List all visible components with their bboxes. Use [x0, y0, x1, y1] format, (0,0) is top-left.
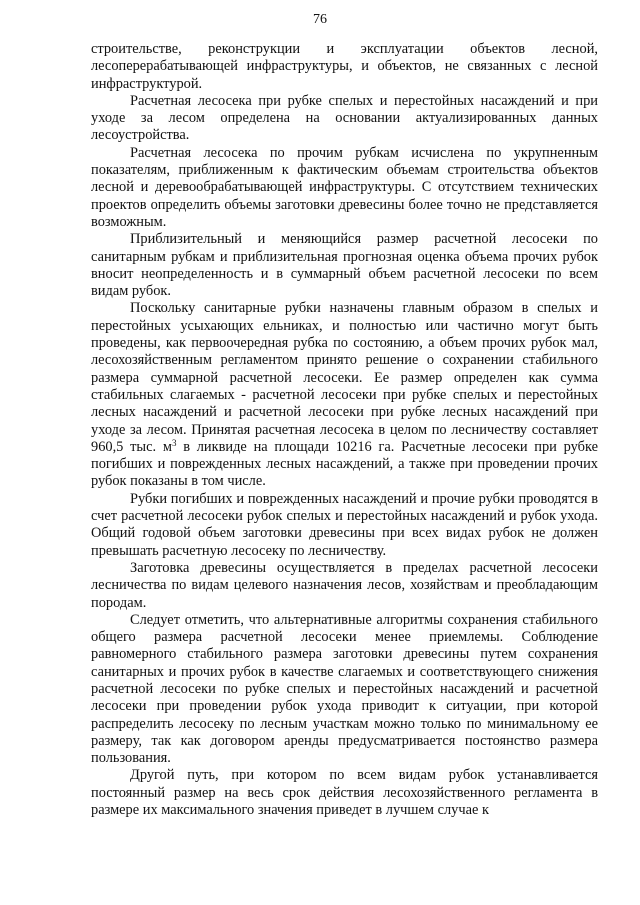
superscript: 3 — [171, 437, 177, 448]
body-text — [91, 41, 598, 819]
paragraph — [91, 300, 598, 490]
paragraph: Следует отметить, что альтернативные алгоритмы сохранения стабильного общего размера расчетной лесосеки менее приемлемы. Соблюдение равномерного стабильного размера заготовки древесины путем сохранения санитарных и прочих рубок в качестве слагаемых и соответствующего снижения расчетной лесосеки по рубке спелых и перестойных насаждений и расчетной лесосеки при проведении рубок ухода приводит к ситуации, при которой распределить лесосеку по лесным участкам можно только по минимальному ее размеру, так как договором аренды предусматривается постоянство размера пользования. — [91, 611, 598, 767]
paragraph: Другой путь, при котором по всем видам рубок устанавливается постоянный размер на весь срок действия лесохозяйственного регламента в размере их максимального значения приведет в лучшем случае к — [91, 767, 598, 819]
paragraph: Расчетная лесосека при рубке спелых и перестойных насаждений и при уходе за лесом определена на основании актуализированных данных лесоустройства. — [91, 92, 598, 144]
paragraph: Рубки погибших и поврежденных насаждений и прочие рубки проводятся в счет расчетной лесосеки рубок спелых и перестойных насаждений и рубок ухода. Общий годовой объем заготовки древесины при всех видах рубок не должен превышать расчетную лесосеку по лесничеству. — [91, 490, 598, 559]
paragraph: Расчетная лесосека по прочим рубкам исчислена по укрупненным показателям, приближенным к фактическим объемам строительства объектов лесной и деревообрабатывающей инфраструктуры. С отсутствием технических проектов определить объемы заготовки древесины более точно не представляется возможным. — [91, 144, 598, 230]
paragraph-text: в ликвиде на площади 10216 га. Расчетные лесосеки при рубке погибших и поврежденных лесных насаждений, а также при проведении прочих рубок показаны в том числе. — [91, 438, 598, 490]
paragraph: Заготовка древесины осуществляется в пределах расчетной лесосеки лесничества по видам целевого назначения лесов, хозяйствам и преобладающим породам. — [91, 559, 598, 611]
paragraph: строительстве, реконструкции и эксплуатации объектов лесной, лесоперерабатывающей инфраструктуры, и объектов, не связанных с лесной инфраструктурой. — [91, 41, 598, 92]
paragraph: Приблизительный и меняющийся размер расчетной лесосеки по санитарным рубкам и приблизительная прогнозная оценка объема прочих рубок вносит неопределенность и в суммарный объем расчетной лесосеки по всем видам рубок. — [91, 231, 598, 300]
paragraph-text: Поскольку санитарные рубки назначены главным образом в спелых и перестойных усыхающих ельниках, и полностью или частично могут быть проведены, как первоочередная рубка по состоянию, а объем прочих рубок мал, лесохозяйственным регламентом принято решение о сохранении стабильного размера суммарной расчетной лесосеки. Ее размер определен как сумма стабильных слагаемых - расчетной лесосеки при рубке спелых и перестойных лесных насаждений и расчетной лесосеки при рубке лесных насаждений при уходе за лесом. Принятая расчетная лесосека в целом по лесничеству составляет 960,5 тыс. м — [91, 300, 598, 455]
page-number: 76 — [313, 12, 327, 27]
